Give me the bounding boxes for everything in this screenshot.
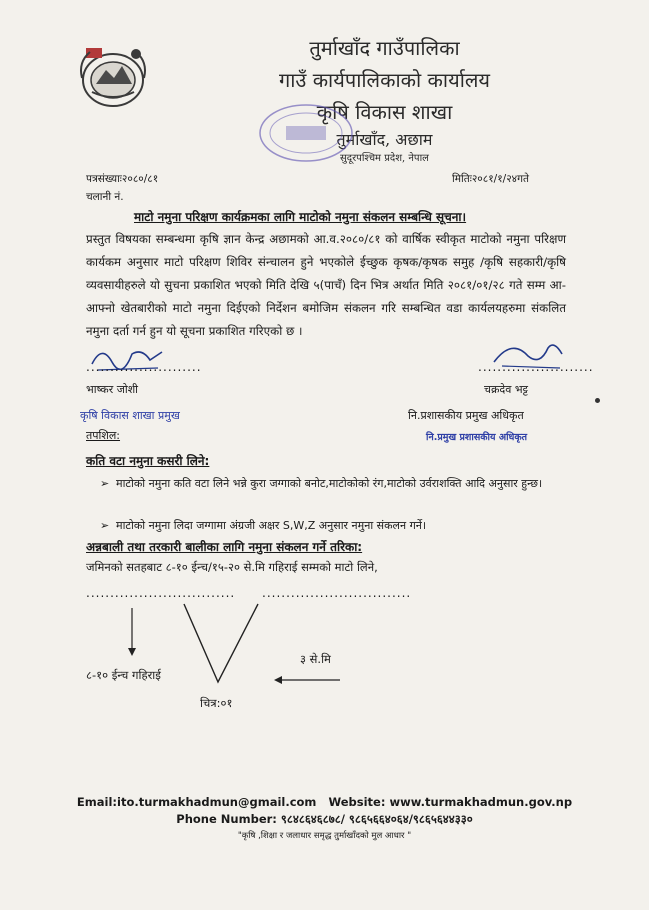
section1-heading: कति वटा नमुना कसरी लिने: <box>86 454 210 468</box>
province-name: सुदूरपश्चिम प्रदेश, नेपाल <box>340 153 429 164</box>
bullet-text: माटोको नमुना लिदा जग्गामा अंग्रजी अक्षर S,W,Z अनुसार नमुना संकलन गर्ने। <box>116 519 427 532</box>
left-signatory-title: कृषि विकास शाखा प्रमुख <box>80 409 180 422</box>
left-signatory-name: भाष्कर जोशी <box>86 383 139 396</box>
right-signatory-name: चक्रदेव भट्ट <box>484 383 528 396</box>
chalani-number: चलानी नं. <box>86 191 124 203</box>
diagram-surface-right: ............................... <box>262 586 412 600</box>
depth-label: ८-१० ईन्च गहिराई <box>86 668 161 682</box>
width-arrowhead <box>274 676 282 684</box>
depth-arrowhead <box>128 648 136 656</box>
email-label: Email: <box>76 795 117 809</box>
soil-sampling-diagram <box>86 600 386 710</box>
location-name: तुर्माखाँद, अछाम <box>336 130 433 149</box>
website-label: Website: <box>328 795 386 809</box>
bullet-item <box>100 516 570 535</box>
section2-heading: अन्नबाली तथा तरकारी बालीका लागि नमुना संकलन गर्ने तरिका: <box>86 540 363 554</box>
section-name: कृषि विकास शाखा <box>316 100 453 124</box>
left-signature-line: ........................ <box>86 360 202 374</box>
diagram-surface-left: ............................... <box>86 586 236 600</box>
section2-line: जमिनको सतहबाट ८-१० ईन्च/१५-२० से.मि गहिराई सम्मको माटो लिने, <box>86 560 378 574</box>
right-signature-line: ........................ <box>478 360 594 374</box>
arrow-bullet-icon: ➢ <box>100 519 110 532</box>
footer-phone-line <box>0 812 649 827</box>
office-name: गाउँ कार्यपालिकाको कार्यालय <box>278 68 491 92</box>
footer-contact-line <box>0 795 649 809</box>
figure-caption: चित्र:०१ <box>200 696 233 710</box>
bullet-item <box>100 474 570 493</box>
website-link[interactable]: www.turmakhadmun.gov.np <box>389 795 573 809</box>
subject-line: माटो नमुना परिक्षण कार्यक्रमका लागि माटोको नमुना संकलन सम्बन्धि सूचना। <box>134 210 467 224</box>
email-link[interactable]: ito.turmakhadmun@gmail.com <box>117 795 317 809</box>
right-signatory-title: नि.प्रशासकीय प्रमुख अधिकृत <box>408 409 524 422</box>
office-stamp-icon <box>246 100 366 166</box>
width-label: ३ से.मि <box>300 652 331 666</box>
org-name: तुर्माखाँद गाउँपालिका <box>309 36 460 60</box>
date: मितिः२०८१/१/२४गते <box>452 173 530 185</box>
v-cut-shape <box>184 604 258 682</box>
arrow-bullet-icon: ➢ <box>100 477 110 490</box>
body-paragraph: प्रस्तुत विषयका सम्बन्धमा कृषि ज्ञान केन्द्र अछामको आ.व.२०८०/८१ को वार्षिक स्वीकृत माटोको नमुना परिक्षण कार्यकम अनुसार माटो परिक्षण शिविर संन्चालन हुने भएकोले ईच्छुक कृषक/कृषक समुह /कृषि सहकारी/कृषि व्यवसायीहरुले यो सुचना प्रकाशित भएको मिति देखि ५(पाचँ) दिन भित्र अर्थात मिति २०८१/०१/२८ गते सम्म आ-आफ्नो खेतबारीको माटो नमुना दिईएको निर्देशन बमोजिम संकलन गरि सम्बन्धित वडा कार्यलयहरुमा संकलित नमुना दर्ता गर्न हुन यो सूचना प्रकाशित गरिएको छ । <box>86 232 566 338</box>
bullet-text: माटोको नमुना कति वटा लिने भन्ने कुरा जग्गाको बनोट,माटोकोको रंग,माटोको उर्वराशक्ति आदि अनुसार हुन्छ। <box>116 477 543 490</box>
tapsil-label: तपशिल: <box>86 429 121 442</box>
phone-numbers: ९८४८६४६८७८/ ९८६५६६४०६४/९८६५६४४३३० <box>280 812 473 826</box>
right-stamp-text: नि.प्रमुख प्रशासकीय अधिकृत <box>426 432 528 443</box>
phone-label: Phone Number: <box>176 812 277 826</box>
patra-sankhya: पत्रसंख्याः२०८०/८१ <box>86 173 159 185</box>
footer-motto: "कृषि ,शिक्षा र जलाधार समृद्ध तुर्माखाँदको मुल आधार " <box>237 831 412 841</box>
ink-dot <box>595 398 600 403</box>
